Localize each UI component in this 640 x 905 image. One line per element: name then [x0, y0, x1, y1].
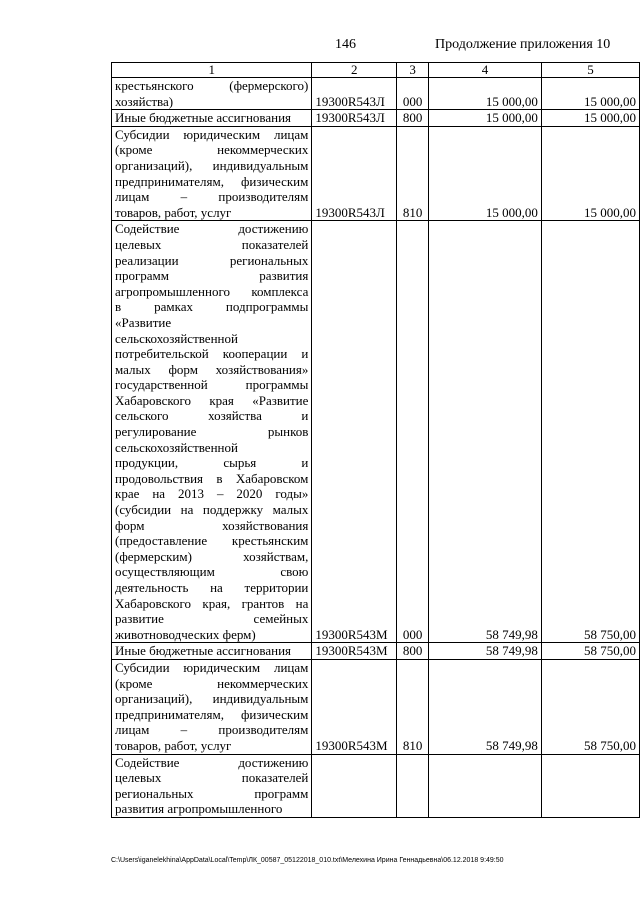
- row-description: [112, 221, 312, 643]
- target-article-code: 19300R543М: [312, 659, 397, 754]
- amount-year-1: 15 000,00: [429, 78, 542, 110]
- description-line: форм хозяйствования: [115, 517, 309, 533]
- target-article-code: [312, 754, 397, 817]
- description-line: продукции, сырья и: [115, 455, 309, 471]
- row-description: [112, 643, 312, 660]
- row-description: [112, 754, 312, 817]
- description-line: организаций), индивидуальным: [115, 691, 309, 707]
- description-line: целевых показателей: [115, 236, 309, 252]
- amount-year-2: 15 000,00: [541, 110, 639, 127]
- table-row: [112, 126, 640, 221]
- row-description: [112, 126, 312, 221]
- table-row: [112, 110, 640, 127]
- expense-type-code: [397, 754, 429, 817]
- column-header-1: 1: [112, 63, 312, 78]
- column-header-4: 4: [429, 63, 542, 78]
- column-header-3: 3: [397, 63, 429, 78]
- page-number: 146: [335, 37, 356, 52]
- file-path-footer: C:\Users\iganelekhina\AppData\Local\Temp\ЛК_00587_05122018_010.txt\Мелехина Ирина Геннадьевна\06.12.2018 9:49:50: [111, 857, 504, 864]
- description-line: развитие семейных: [115, 611, 309, 627]
- table-row: [112, 78, 640, 110]
- description-line: Иные бюджетные ассигнования: [115, 643, 292, 659]
- description-line: Субсидии юридическим лицам: [115, 659, 309, 675]
- description-line: осуществляющим свою: [115, 564, 309, 580]
- description-line: (кроме некоммерческих: [115, 142, 309, 158]
- description-line: предпринимателям, физическим: [115, 173, 309, 189]
- target-article-code: 19300R543М: [312, 221, 397, 643]
- amount-year-1: 58 749,98: [429, 221, 542, 643]
- description-line: (фермерским) хозяйствам,: [115, 548, 309, 564]
- amount-year-1: [429, 754, 542, 817]
- amount-year-2: 15 000,00: [541, 78, 639, 110]
- budget-table: [111, 62, 640, 818]
- description-line: лицам – производителям: [115, 189, 309, 205]
- description-line: (предоставление крестьянским: [115, 533, 309, 549]
- target-article-code: 19300R543М: [312, 643, 397, 660]
- row-description: [112, 78, 312, 110]
- description-line: сельскохозяйственной: [115, 330, 238, 346]
- description-line: (кроме некоммерческих: [115, 675, 309, 691]
- description-line: сельского хозяйства и: [115, 408, 309, 424]
- description-line: Субсидии юридическим лицам: [115, 126, 309, 142]
- description-line: Хабаровского края, грантов на: [115, 595, 309, 611]
- expense-type-code: 000: [397, 78, 429, 110]
- table-row: [112, 221, 640, 643]
- description-line: лицам – производителям: [115, 722, 309, 738]
- row-description: [112, 659, 312, 754]
- amount-year-2: [541, 754, 639, 817]
- description-line: программ развития: [115, 268, 309, 284]
- description-line: хозяйства): [115, 93, 174, 109]
- column-header-5: 5: [541, 63, 639, 78]
- description-line: товаров, работ, услуг: [115, 204, 232, 220]
- table-row: [112, 659, 640, 754]
- amount-year-1: 58 749,98: [429, 643, 542, 660]
- description-line: в рамках подпрограммы: [115, 299, 309, 315]
- description-line: деятельность на территории: [115, 580, 309, 595]
- description-line: потребительской кооперации и: [115, 346, 309, 362]
- description-line: развития агропромышленного: [115, 801, 283, 817]
- description-line: сельскохозяйственной: [115, 439, 238, 455]
- description-line: целевых показателей: [115, 770, 309, 786]
- description-line: региональных программ: [115, 785, 309, 801]
- description-line: Содействие достижению: [115, 221, 309, 237]
- table-row: [112, 754, 640, 817]
- description-line: агропромышленного комплекса: [115, 283, 309, 299]
- table-header-row: [112, 63, 640, 78]
- expense-type-code: 800: [397, 643, 429, 660]
- description-line: реализации региональных: [115, 252, 309, 268]
- description-line: организаций), индивидуальным: [115, 157, 309, 173]
- description-line: крае на 2013 – 2020 годы»: [115, 486, 309, 502]
- description-line: малых форм хозяйствования»: [115, 361, 309, 377]
- description-line: (субсидии на поддержку малых: [115, 502, 309, 518]
- description-line: регулирование рынков: [115, 424, 309, 440]
- description-line: продовольствия в Хабаровском: [115, 470, 309, 486]
- row-description: [112, 110, 312, 127]
- appendix-continuation-label: Продолжение приложения 10: [435, 37, 611, 52]
- description-line: Содействие достижению: [115, 754, 309, 770]
- amount-year-2: 58 750,00: [541, 643, 639, 660]
- description-line: крестьянского (фермерского): [115, 78, 309, 93]
- description-line: животноводческих ферм): [115, 626, 256, 642]
- target-article-code: 19300R543Л: [312, 126, 397, 221]
- description-line: предпринимателям, физическим: [115, 706, 309, 722]
- description-line: Хабаровского края «Развитие: [115, 392, 309, 408]
- expense-type-code: 810: [397, 659, 429, 754]
- expense-type-code: 000: [397, 221, 429, 643]
- table-body: [112, 78, 640, 818]
- description-line: «Развитие: [115, 314, 172, 330]
- expense-type-code: 800: [397, 110, 429, 127]
- column-header-2: 2: [312, 63, 397, 78]
- target-article-code: 19300R543Л: [312, 110, 397, 127]
- description-line: товаров, работ, услуг: [115, 737, 232, 753]
- amount-year-1: 15 000,00: [429, 110, 542, 127]
- description-line: государственной программы: [115, 377, 309, 393]
- description-line: Иные бюджетные ассигнования: [115, 110, 292, 126]
- amount-year-2: 58 750,00: [541, 221, 639, 643]
- table-row: [112, 643, 640, 660]
- amount-year-1: 58 749,98: [429, 659, 542, 754]
- amount-year-2: 15 000,00: [541, 126, 639, 221]
- amount-year-2: 58 750,00: [541, 659, 639, 754]
- amount-year-1: 15 000,00: [429, 126, 542, 221]
- expense-type-code: 810: [397, 126, 429, 221]
- target-article-code: 19300R543Л: [312, 78, 397, 110]
